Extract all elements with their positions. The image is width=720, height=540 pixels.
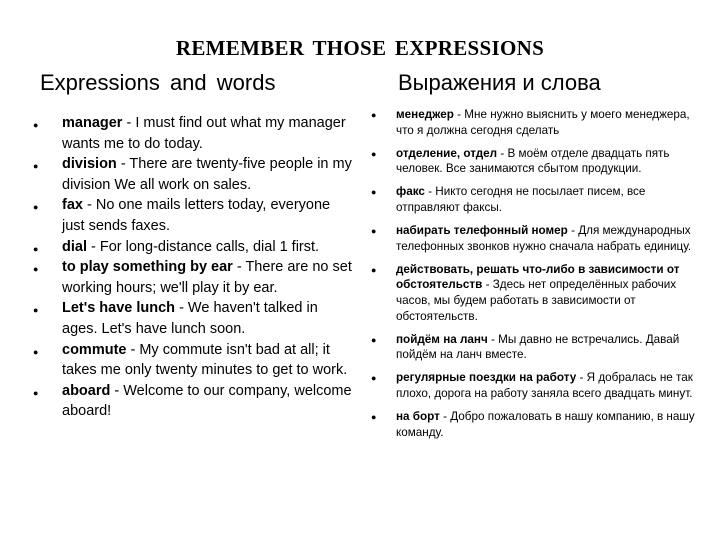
list-item	[371, 107, 696, 138]
expression-example: - Здесь нет определённых рабочих часов, мы будем работать в зависимости от обстоятельств.	[396, 278, 677, 323]
expression-example: - For long-distance calls, dial 1 first.	[86, 238, 320, 255]
expression-example: - Добро пожаловать в нашу компанию, в нашу команду.	[396, 410, 695, 439]
english-column-heading: Expressions and words	[40, 70, 276, 95]
expression-example: - I must find out what my manager wants me to do today.	[62, 115, 346, 152]
bullet-icon: ●	[371, 148, 377, 159]
expression-example: - В моём отделе двадцать пять человек. Все занимаются сбытом продукции.	[396, 146, 670, 176]
expression-term: dial	[62, 238, 87, 255]
expression-term: факс	[396, 185, 425, 199]
bullet-icon: ●	[371, 412, 377, 422]
bullet-icon: ●	[33, 346, 39, 357]
russian-column-heading: Выражения и слова	[398, 70, 601, 95]
expression-example: - My commute isn't bad at all; it takes me only twenty minutes to get to work.	[62, 341, 348, 379]
expression-example: - Welcome to our company, welcome aboard!	[62, 382, 352, 420]
bullet-icon: ●	[371, 264, 377, 275]
expression-term: пойдём на ланч	[396, 332, 488, 346]
list-item	[371, 332, 696, 363]
expression-term: aboard	[62, 382, 111, 399]
expression-example: - Мне нужно выяснить у моего менеджера, что я должна сегодня сделать	[396, 108, 690, 137]
russian-expression-list	[371, 107, 696, 448]
expression-example: - Я добралась не так плохо, дорога на работу заняла всего двадцать минут.	[396, 371, 693, 400]
list-item	[33, 195, 352, 236]
expression-example: - There are no set working hours; we'll play it by ear.	[62, 259, 352, 296]
list-item	[33, 237, 352, 258]
list-item	[33, 381, 352, 422]
english-expression-list	[33, 113, 352, 422]
expression-term: действовать, решать что-либо в зависимости от обстоятельств	[396, 262, 680, 292]
expression-term: Let's have lunch	[62, 300, 176, 317]
list-item	[371, 146, 696, 177]
list-item	[371, 184, 696, 215]
bullet-icon: ●	[33, 202, 39, 213]
bullet-icon: ●	[33, 264, 39, 275]
list-item	[371, 223, 696, 254]
bullet-icon: ●	[371, 110, 377, 120]
page-title: REMEMBER THOSE EXPRESSIONS	[175, 36, 545, 60]
list-item	[371, 409, 696, 440]
expression-example: - We haven't talked in ages. Let's have lunch soon.	[62, 300, 318, 337]
bullet-icon: ●	[371, 226, 377, 237]
expression-term: to play something by ear	[62, 259, 233, 276]
bullet-icon: ●	[371, 373, 377, 384]
bullet-icon: ●	[371, 334, 377, 345]
bullet-icon: ●	[33, 120, 39, 130]
bullet-icon: ●	[33, 161, 39, 172]
expression-term: набирать телефонный номер	[396, 224, 568, 238]
expression-example: - There are twenty-five people in my division We all work on sales.	[62, 156, 352, 193]
bullet-icon: ●	[33, 305, 39, 316]
bullet-icon: ●	[33, 243, 39, 254]
list-item	[33, 340, 352, 381]
expression-example: - No one mails letters today, everyone just sends faxes.	[62, 197, 331, 234]
expression-term: fax	[62, 197, 83, 214]
bullet-icon: ●	[371, 187, 377, 198]
expression-term: регулярные поездки на работу	[396, 371, 577, 385]
expression-example: - Никто сегодня не посылает писем, все отправляют факсы.	[396, 185, 646, 214]
expression-term: отделение, отдел	[396, 146, 498, 160]
list-item	[33, 298, 352, 339]
expression-term: manager	[62, 115, 123, 131]
list-item	[371, 262, 696, 324]
list-item	[33, 154, 352, 195]
list-item	[33, 257, 352, 298]
bullet-icon: ●	[33, 387, 39, 398]
expression-example: - Для международных телефонных звонков нужно сначала набрать единицу.	[396, 224, 692, 253]
list-item	[33, 113, 352, 154]
expression-term: commute	[62, 341, 127, 358]
expression-term: на борт	[396, 410, 440, 423]
list-item	[371, 370, 696, 401]
expression-example: - Мы давно не встречались. Давай пойдём на ланч вместе.	[396, 332, 680, 362]
expression-term: менеджер	[396, 108, 454, 121]
expression-term: division	[62, 156, 117, 173]
